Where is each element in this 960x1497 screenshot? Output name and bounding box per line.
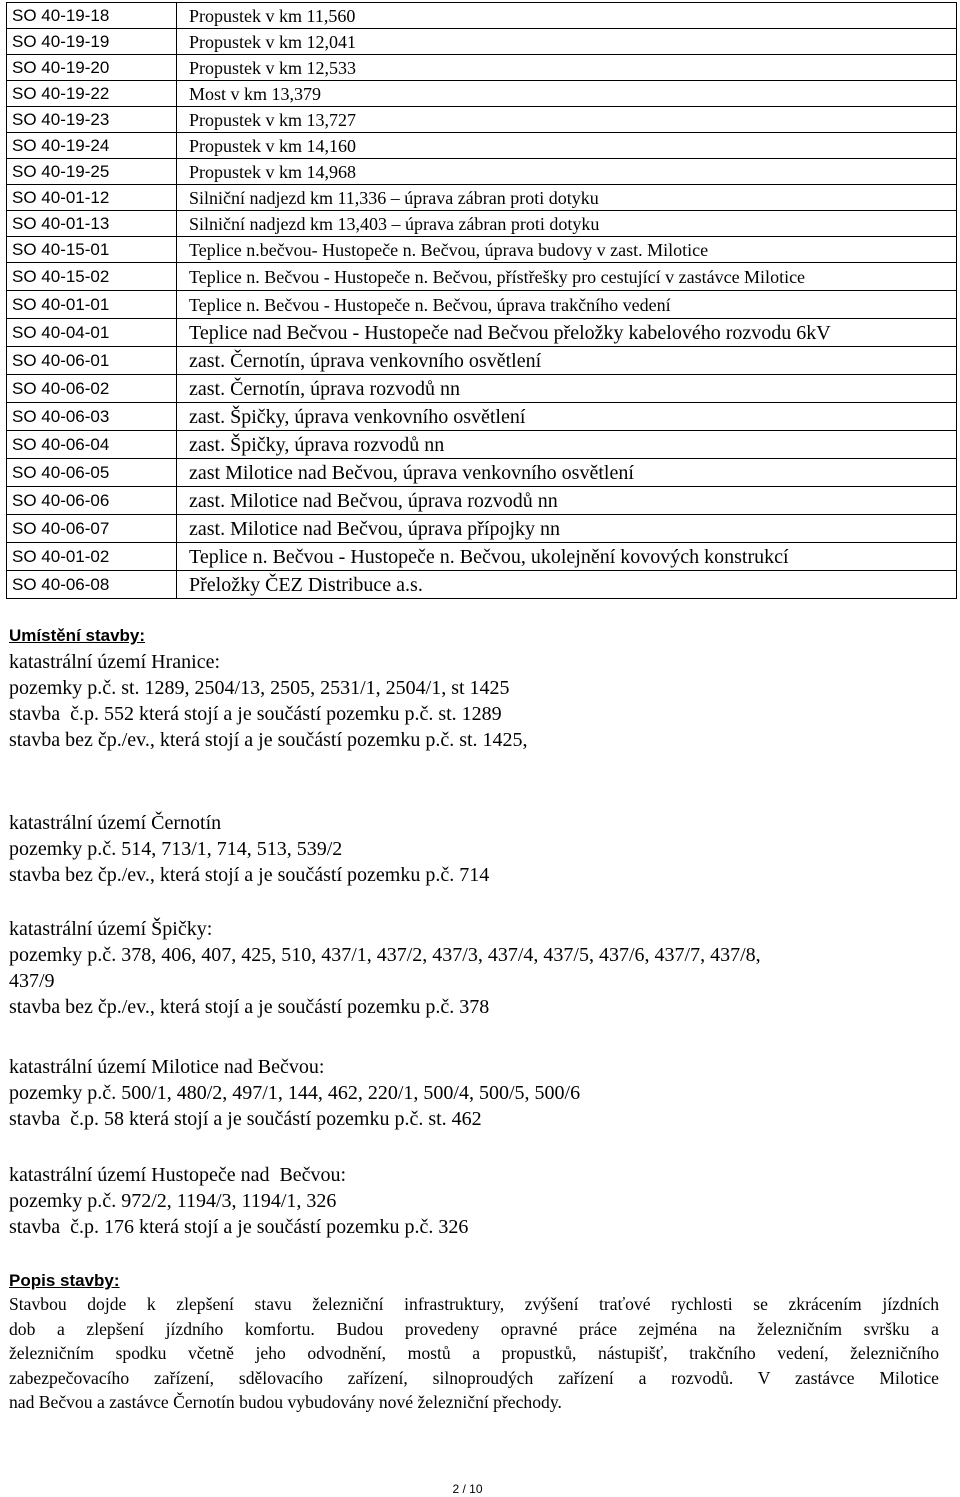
object-code: SO 40-06-03 bbox=[7, 403, 177, 431]
object-description: zast. Milotice nad Bečvou, úprava rozvodů nn bbox=[177, 487, 957, 515]
cadastre-spicky-title: katastrální území Špičky: bbox=[9, 918, 213, 940]
table-row bbox=[7, 107, 957, 133]
description-line: železničním spodku včetně jeho odvodnění, mostů a propustků, nástupišť, trakčního vedení, železničního bbox=[9, 1343, 939, 1363]
object-description: zast. Černotín, úprava rozvodů nn bbox=[177, 375, 957, 403]
cadastre-cernotin bbox=[9, 810, 940, 888]
cadastre-hustopece-title: katastrální území Hustopeče nad Bečvou: bbox=[9, 1164, 347, 1186]
object-code: SO 40-06-01 bbox=[7, 347, 177, 375]
object-code: SO 40-04-01 bbox=[7, 319, 177, 347]
object-code: SO 40-19-25 bbox=[7, 159, 177, 185]
object-description: Teplice n. Bečvou - Hustopeče n. Bečvou, úprava trakčního vedení bbox=[177, 291, 957, 319]
object-code: SO 40-01-12 bbox=[7, 185, 177, 211]
cadastre-hustopece-line: stavba č.p. 176 která stojí a je součástí pozemku p.č. 326 bbox=[9, 1216, 469, 1238]
object-description: zast. Špičky, úprava venkovního osvětlení bbox=[177, 403, 957, 431]
location-section bbox=[9, 623, 940, 753]
object-description: Propustek v km 13,727 bbox=[177, 107, 957, 133]
object-code: SO 40-01-02 bbox=[7, 543, 177, 571]
table-row bbox=[7, 29, 957, 55]
cadastre-cernotin-line: stavba bez čp./ev., která stojí a je součástí pozemku p.č. 714 bbox=[9, 864, 490, 886]
object-description: Propustek v km 12,041 bbox=[177, 29, 957, 55]
object-description: zast. Černotín, úprava venkovního osvětlení bbox=[177, 347, 957, 375]
object-description: Propustek v km 12,533 bbox=[177, 55, 957, 81]
object-code: SO 40-19-20 bbox=[7, 55, 177, 81]
table-row bbox=[7, 403, 957, 431]
object-description: Silniční nadjezd km 11,336 – úprava zábran proti dotyku bbox=[177, 185, 957, 211]
cadastre-cernotin-title: katastrální území Černotín bbox=[9, 812, 222, 834]
object-description: zast. Milotice nad Bečvou, úprava přípojky nn bbox=[177, 515, 957, 543]
object-description: Propustek v km 11,560 bbox=[177, 3, 957, 29]
object-description: Propustek v km 14,160 bbox=[177, 133, 957, 159]
description-paragraph bbox=[9, 1292, 939, 1415]
cadastre-hustopece-line: pozemky p.č. 972/2, 1194/3, 1194/1, 326 bbox=[9, 1190, 337, 1212]
object-code: SO 40-06-07 bbox=[7, 515, 177, 543]
table-row bbox=[7, 55, 957, 81]
cadastre-hranice-title: katastrální území Hranice: bbox=[9, 651, 221, 673]
object-code: SO 40-06-08 bbox=[7, 571, 177, 599]
object-code: SO 40-19-22 bbox=[7, 81, 177, 107]
table-row bbox=[7, 347, 957, 375]
object-code: SO 40-06-04 bbox=[7, 431, 177, 459]
object-description: zast. Špičky, úprava rozvodů nn bbox=[177, 431, 957, 459]
cadastre-hranice-line: stavba č.p. 552 která stojí a je součástí pozemku p.č. st. 1289 bbox=[9, 703, 502, 725]
cadastre-milotice-title: katastrální území Milotice nad Bečvou: bbox=[9, 1056, 325, 1078]
table-row bbox=[7, 133, 957, 159]
object-description: Most v km 13,379 bbox=[177, 81, 957, 107]
description-heading: Popis stavby: bbox=[9, 1271, 120, 1290]
object-code: SO 40-19-24 bbox=[7, 133, 177, 159]
object-description: Teplice n.bečvou- Hustopeče n. Bečvou, úprava budovy v zast. Milotice bbox=[177, 237, 957, 263]
table-row bbox=[7, 571, 957, 599]
cadastre-spicky-line: pozemky p.č. 378, 406, 407, 425, 510, 437/1, 437/2, 437/3, 437/4, 437/5, 437/6, 437/7, 437/8, bbox=[9, 944, 761, 966]
table-row bbox=[7, 263, 957, 291]
object-code: SO 40-01-01 bbox=[7, 291, 177, 319]
cadastre-spicky bbox=[9, 916, 940, 1020]
cadastre-milotice-line: pozemky p.č. 500/1, 480/2, 497/1, 144, 462, 220/1, 500/4, 500/5, 500/6 bbox=[9, 1082, 581, 1104]
table-row bbox=[7, 211, 957, 237]
object-code: SO 40-19-23 bbox=[7, 107, 177, 133]
page-number: 2 / 10 bbox=[452, 1482, 483, 1496]
cadastre-spicky-line: 437/9 bbox=[9, 970, 55, 992]
table-row bbox=[7, 237, 957, 263]
object-code: SO 40-19-18 bbox=[7, 3, 177, 29]
table-row bbox=[7, 431, 957, 459]
table-row bbox=[7, 515, 957, 543]
description-line: nad Bečvou a zastávce Černotín budou vybudovány nové železniční přechody. bbox=[9, 1392, 562, 1412]
object-code: SO 40-15-01 bbox=[7, 237, 177, 263]
table-row bbox=[7, 459, 957, 487]
table-row bbox=[7, 487, 957, 515]
cadastre-milotice bbox=[9, 1054, 940, 1132]
table-row bbox=[7, 319, 957, 347]
construction-objects-table bbox=[6, 2, 957, 599]
cadastre-milotice-line: stavba č.p. 58 která stojí a je součástí pozemku p.č. st. 462 bbox=[9, 1108, 482, 1130]
table-body bbox=[7, 3, 957, 599]
cadastre-hustopece bbox=[9, 1162, 940, 1240]
object-description: Teplice nad Bečvou - Hustopeče nad Bečvou přeložky kabelového rozvodu 6kV bbox=[177, 319, 957, 347]
description-line: dob a zlepšení jízdního komfortu. Budou provedeny opravné práce zejména na železničním svršku a bbox=[9, 1318, 939, 1339]
cadastre-cernotin-line: pozemky p.č. 514, 713/1, 714, 513, 539/2 bbox=[9, 838, 343, 860]
table-row bbox=[7, 81, 957, 107]
object-code: SO 40-06-05 bbox=[7, 459, 177, 487]
table-row bbox=[7, 375, 957, 403]
object-description: Teplice n. Bečvou - Hustopeče n. Bečvou, přístřešky pro cestující v zastávce Milotice bbox=[177, 263, 957, 291]
object-code: SO 40-01-13 bbox=[7, 211, 177, 237]
table-row bbox=[7, 291, 957, 319]
object-description: Silniční nadjezd km 13,403 – úprava zábran proti dotyku bbox=[177, 211, 957, 237]
description-line: Stavbou dojde k zlepšení stavu železniční infrastruktury, zvýšení traťové rychlosti se zkrácením jízdních bbox=[9, 1294, 939, 1314]
cadastre-hranice-line: stavba bez čp./ev., která stojí a je součástí pozemku p.č. st. 1425, bbox=[9, 729, 528, 751]
description-line: zabezpečovacího zařízení, sdělovacího zařízení, silnoproudých zařízení a rozvodů. V zastávce Milotice bbox=[9, 1367, 939, 1388]
object-code: SO 40-06-02 bbox=[7, 375, 177, 403]
object-code: SO 40-06-06 bbox=[7, 487, 177, 515]
object-description: zast Milotice nad Bečvou, úprava venkovního osvětlení bbox=[177, 459, 957, 487]
description-heading-wrap bbox=[9, 1268, 940, 1294]
table-row bbox=[7, 185, 957, 211]
location-heading: Umístění stavby: bbox=[9, 626, 146, 645]
cadastre-hranice-line: pozemky p.č. st. 1289, 2504/13, 2505, 2531/1, 2504/1, st 1425 bbox=[9, 677, 510, 699]
table-row bbox=[7, 543, 957, 571]
object-description: Přeložky ČEZ Distribuce a.s. bbox=[177, 571, 957, 599]
cadastre-spicky-line: stavba bez čp./ev., která stojí a je součástí pozemku p.č. 378 bbox=[9, 996, 490, 1018]
object-code: SO 40-15-02 bbox=[7, 263, 177, 291]
object-code: SO 40-19-19 bbox=[7, 29, 177, 55]
table-row bbox=[7, 3, 957, 29]
object-description: Propustek v km 14,968 bbox=[177, 159, 957, 185]
table-row bbox=[7, 159, 957, 185]
object-description: Teplice n. Bečvou - Hustopeče n. Bečvou, ukolejnění kovových konstrukcí bbox=[177, 543, 957, 571]
